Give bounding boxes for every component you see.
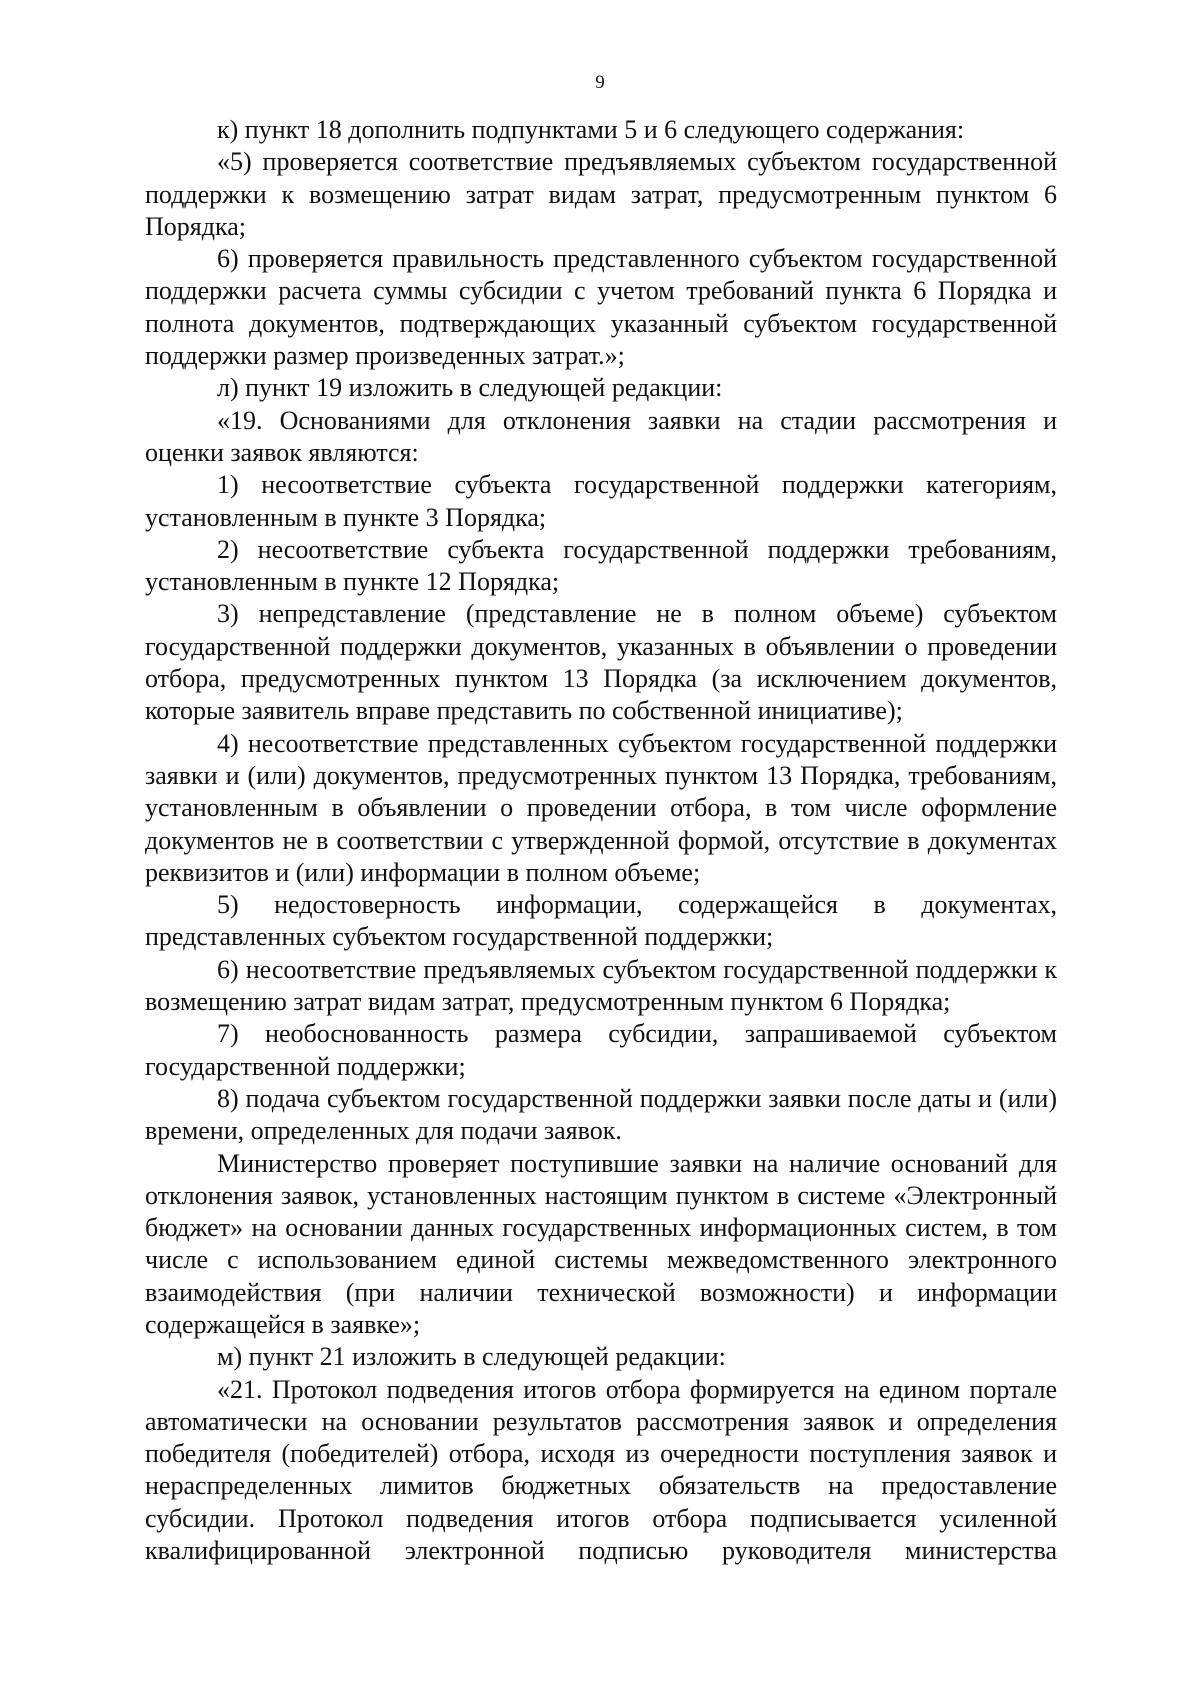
paragraph-19-intro: «19. Основаниями для отклонения заявки на стадии рассмотрения и оценки заявок являются: (145, 405, 1057, 467)
document-body (145, 114, 1057, 1567)
paragraph-subitem-6: 6) проверяется правильность представленного субъектом государственной поддержки расчета суммы субсидии с учетом требований пункта 6 Порядка и полнота документов, подтверждающих указанный субъектом государственной поддержки размер произведенных затрат.»; (145, 244, 1057, 371)
paragraph-19-item-6: 6) несоответствие предъявляемых субъектом государственной поддержки к возмещению затрат видам затрат, предусмотренным пунктом 6 Порядка; (145, 954, 1057, 1017)
paragraph-19-item-3: 3) непредставление (представление не в полном объеме) субъектом государственной поддержки документов, указанных в объявлении о проведении отбора, предусмотренных пунктом 13 Порядка (за исключением документов, которые заявитель вправе представить по собственной инициативе); (145, 599, 1057, 726)
paragraph-19-item-7: 7) необоснованность размера субсидии, запрашиваемой субъектом государственной поддержки; (145, 1019, 1057, 1081)
paragraph-subitem-5: «5) проверяется соответствие предъявляемых субъектом государственной поддержки к возмещению затрат видам затрат, предусмотренным пунктом 6 Порядка; (145, 147, 1057, 241)
paragraph-19-item-4: 4) несоответствие представленных субъектом государственной поддержки заявки и (или) документов, предусмотренных пунктом 13 Порядка, требованиям, установленным в объявлении о проведении отбора, в том числе оформление документов не в соответствии с утвержденной формой, отсутствие в документах реквизитов и (или) информации в полном объеме; (145, 728, 1057, 887)
paragraph-19-item-2: 2) несоответствие субъекта государственной поддержки требованиям, установленным в пункте 12 Порядка; (145, 534, 1057, 597)
page-number: 9 (595, 72, 605, 93)
paragraph-m: м) пункт 21 изложить в следующей редакции: (217, 1342, 726, 1372)
paragraph-ministry-check: Министерство проверяет поступившие заявки на наличие оснований для отклонения заявок, установленных настоящим пунктом в системе «Электронный бюджет» на основании данных государственных информационных систем, в том числе с использованием единой системы межведомственного электронного взаимодействия (при наличии технической возможности) и информации содержащейся в заявке»; (145, 1148, 1057, 1339)
paragraph-19-item-5: 5) недостоверность информации, содержащейся в документах, представленных субъектом государственной поддержки; (145, 890, 1057, 952)
paragraph-21: «21. Протокол подведения итогов отбора формируется на едином портале автоматически на основании результатов рассмотрения заявок и определения победителя (победителей) отбора, исходя из очередности поступления заявок и нераспределенных лимитов бюджетных обязательств на предоставление субсидии. Протокол подведения итогов отбора подписывается усиленной квалифицированной электронной подписью руководителя министерства (145, 1374, 1057, 1566)
paragraph-19-item-1: 1) несоответствие субъекта государственной поддержки категориям, установленным в пункте 3 Порядка; (145, 470, 1057, 532)
paragraph-19-item-8: 8) подача субъектом государственной поддержки заявки после даты и (или) времени, определенных для подачи заявок. (145, 1083, 1057, 1146)
paragraph-l: л) пункт 19 изложить в следующей редакции: (217, 373, 723, 403)
paragraph-k: к) пункт 18 дополнить подпунктами 5 и 6 следующего содержания: (217, 115, 965, 144)
